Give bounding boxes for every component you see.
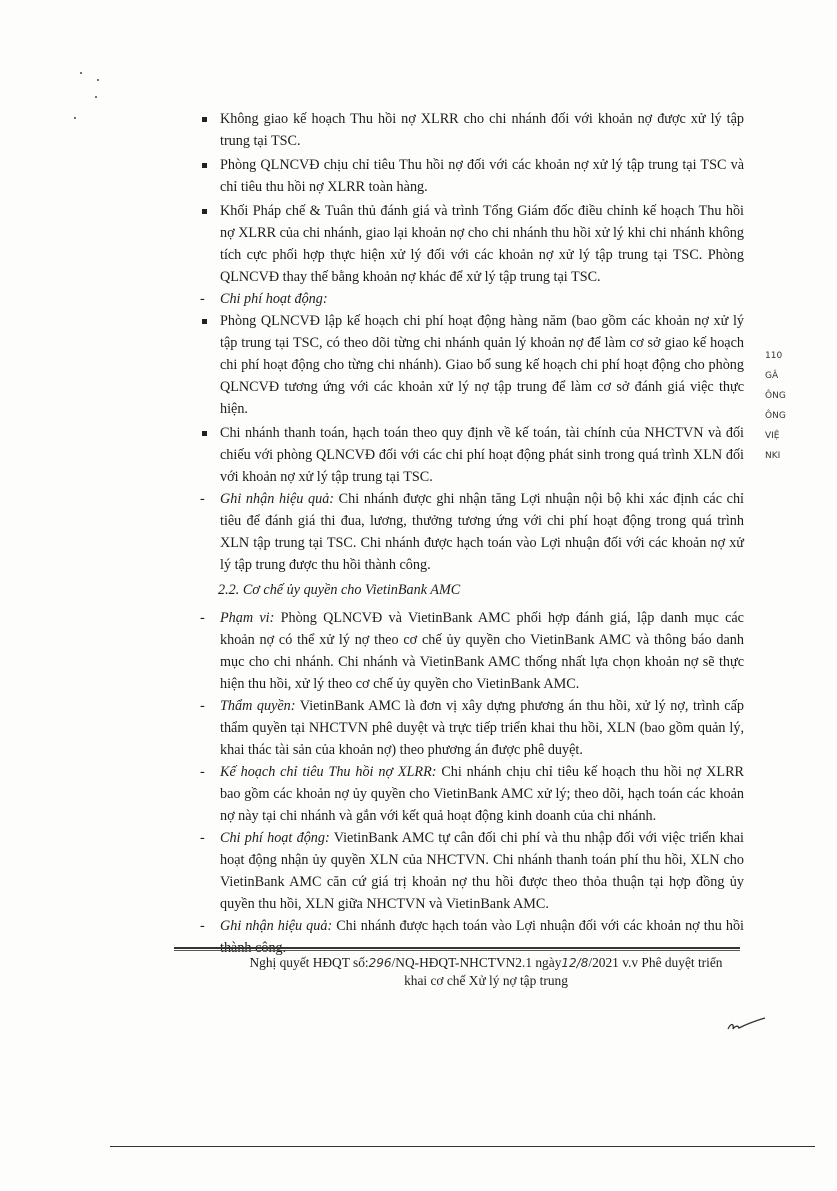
footer-rule	[174, 947, 740, 949]
bullet-text: Phòng QLNCVĐ lập kế hoạch chi phí hoạt động hàng năm (bao gồm các khoản nợ xử lý tập trung tại TSC, có theo dõi từng chi nhánh quản lý khoản nợ để làm cơ sở giao kế hoạch chi phí hoạt động cho từng chi nhánh). Giao bổ sung kế hoạch chi phí hoạt động cho phòng QLNCVĐ tương ứng với các khoản xử lý nợ tập trung để làm cơ sở đánh giá việc thực hiện.	[220, 313, 744, 417]
square-bullet	[202, 431, 207, 436]
footer-line-1	[196, 954, 776, 972]
scan-speck	[80, 72, 82, 74]
item-text: Chi nhánh chịu chỉ tiêu kế hoạch thu hồi nợ XLRR bao gồm các khoản nợ ủy quyền cho VietinBank AMC xử lý; theo dõi, hạch toán các khoản nợ này tại chi nhánh và gắn với kết quả hoạt động kinh doanh của chi nhánh.	[220, 764, 744, 824]
square-bullet	[202, 319, 207, 324]
scan-speck	[95, 96, 97, 98]
item-lead: Ghi nhận hiệu quả:	[220, 918, 333, 934]
stamp-text: ÔNG	[765, 391, 786, 401]
stamp-text: GÂ	[765, 371, 779, 381]
item-text: VietinBank AMC tự cân đối chi phí và thu nhập đối với việc triển khai hoạt động nhận ủy quyền XLN của NHCTVN. Chi nhánh thanh toán phí thu hồi, XLN cho VietinBank AMC căn cứ giá trị khoản nợ thu hồi được theo thỏa thuận tại hợp đồng ủy quyền thu hồi, XLN giữa NHCTVN và VietinBank AMC.	[220, 830, 744, 912]
item-lead: Chi phí hoạt động:	[220, 830, 330, 846]
dash-item	[196, 761, 744, 827]
bullet-text: Phòng QLNCVĐ chịu chỉ tiêu Thu hồi nợ đối với các khoản nợ xử lý tập trung tại TSC và chỉ tiêu thu hồi nợ XLRR toàn hàng.	[220, 157, 744, 195]
bullet-item	[196, 108, 744, 152]
dash-bullet: -	[200, 291, 205, 307]
footer-rule-thin	[174, 950, 740, 951]
side-stamp-fragment	[765, 346, 795, 466]
bullet-text: Không giao kế hoạch Thu hồi nợ XLRR cho chi nhánh đối với khoản nợ được xử lý tập trung tại TSC.	[220, 111, 744, 149]
item-lead: Ghi nhận hiệu quả:	[220, 491, 335, 507]
body-text	[196, 108, 744, 959]
scan-speck	[74, 117, 76, 119]
initial-signature	[725, 1015, 770, 1037]
square-bullet	[202, 209, 207, 214]
bullet-item	[196, 422, 744, 488]
bullet-item	[196, 200, 744, 288]
stamp-text: VIỆ	[765, 431, 780, 441]
dash-item	[196, 695, 744, 761]
handwritten-number: 296	[368, 956, 392, 970]
dash-item	[196, 915, 744, 959]
dash-item	[196, 827, 744, 915]
stamp-text: NKI	[765, 451, 781, 461]
dash-bullet: -	[200, 918, 205, 934]
dash-bullet: -	[200, 764, 205, 780]
square-bullet	[202, 163, 207, 168]
item-text: Phòng QLNCVĐ và VietinBank AMC phối hợp đánh giá, lập danh mục các khoản nợ có thể xử lý nợ theo cơ chế ủy quyền cho VietinBank AMC và thông báo danh mục cho chi nhánh. Chi nhánh và VietinBank AMC thống nhất lựa chọn khoản nợ sẽ thực hiện thu hồi, xử lý theo cơ chế ủy quyền cho VietinBank AMC.	[220, 610, 744, 692]
dash-bullet: -	[200, 610, 205, 626]
scan-speck	[97, 79, 99, 81]
stamp-text: 110	[765, 351, 783, 361]
bullet-item	[196, 154, 744, 198]
item-lead: Phạm vi:	[220, 610, 275, 626]
item-lead: Kế hoạch chỉ tiêu Thu hồi nợ XLRR:	[220, 764, 437, 780]
footer-suffix: /2021 v.v Phê duyệt triển	[588, 955, 723, 970]
section-heading: 2.2. Cơ chế ủy quyền cho VietinBank AMC	[218, 582, 461, 598]
bullet-item	[196, 310, 744, 420]
item-lead: Chi phí hoạt động:	[220, 291, 328, 307]
bullet-text: Khối Pháp chế & Tuân thủ đánh giá và trình Tổng Giám đốc điều chỉnh kế hoạch Thu hồi nợ XLRR của chi nhánh, giao lại khoản nợ cho chi nhánh thu hồi xử lý khi chi nhánh không tích cực phối hợp thực hiện xử lý đối với các khoản nợ xử lý tập trung tại TSC. Phòng QLNCVĐ thay thế bằng khoản nợ khác để xử lý tập trung tại TSC.	[220, 203, 744, 285]
footer-line-2: khai cơ chế Xử lý nợ tập trung	[404, 973, 568, 988]
footer-ref: /NQ-HĐQT-NHCTVN2.1 ngày	[391, 955, 562, 970]
item-text: VietinBank AMC là đơn vị xây dựng phương án thu hồi, xử lý nợ, trình cấp thẩm quyền tại NHCTVN phê duyệt và trực tiếp triển khai thu hồi, XLN (bao gồm quản lý, khai thác tài sản của khoản nợ) theo phương án được phê duyệt.	[220, 698, 744, 758]
footer-resolution	[196, 954, 776, 990]
dash-item	[196, 288, 744, 310]
dash-item	[196, 607, 744, 695]
footer-prefix: Nghị quyết HĐQT số:	[249, 955, 369, 970]
dash-item	[196, 488, 744, 576]
dash-bullet: -	[200, 698, 205, 714]
dash-bullet: -	[200, 830, 205, 846]
square-bullet	[202, 117, 207, 122]
handwritten-date: 12/8	[561, 956, 589, 970]
item-lead: Thẩm quyền:	[220, 698, 296, 714]
item-text: Chi nhánh được ghi nhận tăng Lợi nhuận nội bộ khi xác định các chỉ tiêu để đánh giá thi đua, lương, thưởng tương ứng với chi phí hoạt động trong quá trình XLN tập trung tại TSC. Chi nhánh được hạch toán vào Lợi nhuận đối với các khoản nợ xử lý tập trung được thu hồi thành công.	[220, 491, 744, 573]
stamp-text: ÔNG	[765, 411, 786, 421]
page-bottom-line	[110, 1146, 815, 1147]
item-text: Chi nhánh được hạch toán vào Lợi nhuận đối với các khoản nợ thu hồi thành công.	[220, 918, 744, 956]
dash-bullet: -	[200, 491, 205, 507]
bullet-text: Chi nhánh thanh toán, hạch toán theo quy định về kế toán, tài chính của NHCTVN và đối chiếu với phòng QLNCVĐ đối với các chi phí hoạt động phát sinh trong quá trình XLN đối với khoản nợ xử lý tập trung tại TSC.	[220, 425, 744, 485]
